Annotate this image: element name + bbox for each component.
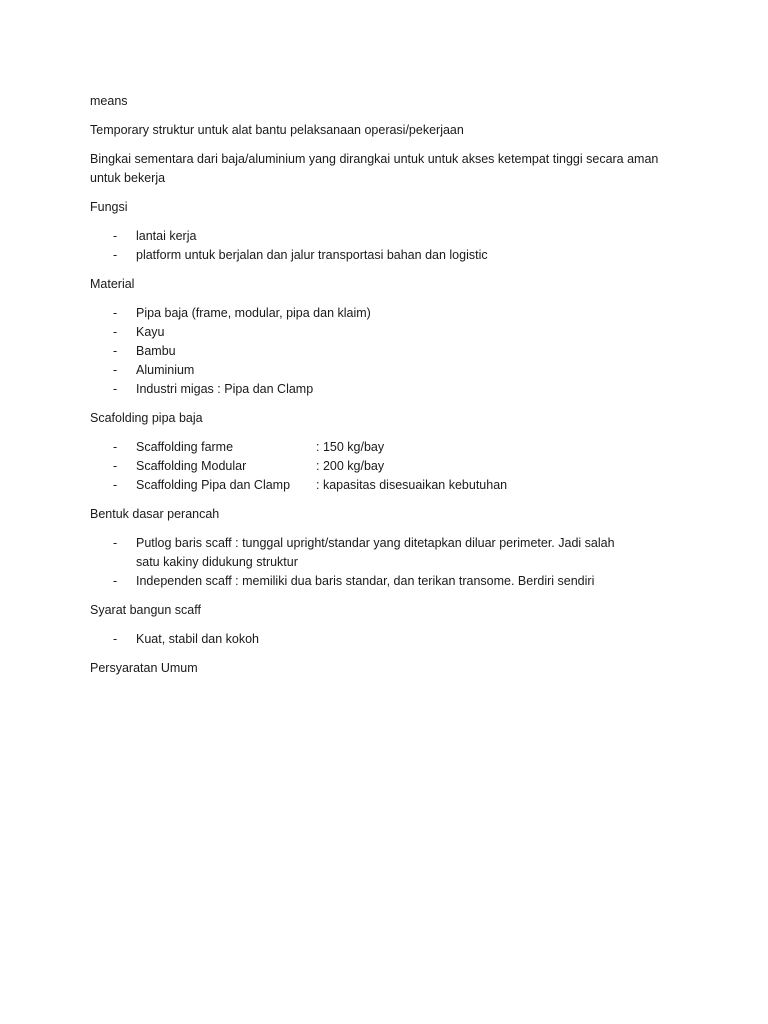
fungsi-list: [90, 227, 690, 265]
material-heading: Material: [90, 277, 135, 291]
fungsi-heading: Fungsi: [90, 200, 128, 214]
syarat-heading: Syarat bangun scaff: [90, 603, 201, 617]
scaffolding-list: [90, 438, 690, 495]
list-item: - Independen scaff : memiliki dua baris standar, dan terikan transome. Berdiri sendiri: [90, 572, 690, 591]
scaffolding-heading: Scafolding pipa baja: [90, 411, 203, 425]
list-item: - Pipa baja (frame, modular, pipa dan klaim): [90, 304, 690, 323]
scaffolding-capacity: : 150 kg/bay: [316, 440, 385, 454]
material-list: [90, 304, 690, 399]
list-item: [90, 476, 690, 495]
list-item: [90, 457, 690, 476]
scaffolding-capacity: : 200 kg/bay: [316, 459, 385, 473]
persyaratan-heading: Persyaratan Umum: [90, 661, 198, 675]
list-item: - platform untuk berjalan dan jalur transportasi bahan dan logistic: [90, 246, 690, 265]
list-item: - Kayu: [90, 323, 690, 342]
list-item: - lantai kerja: [90, 227, 690, 246]
scaffolding-type: Scaffolding farme: [136, 440, 234, 454]
bentuk-list: [90, 534, 690, 591]
list-item: - Bambu: [90, 342, 690, 361]
document-page: [90, 92, 690, 688]
list-item: - Putlog baris scaff : tunggal upright/standar yang ditetapkan diluar perimeter. Jadi salah satu kakiny didukung struktur: [90, 534, 690, 572]
scaffolding-type: Scaffolding Modular: [136, 459, 247, 473]
scaffolding-type: Scaffolding Pipa dan Clamp: [136, 478, 291, 492]
bentuk-heading: Bentuk dasar perancah: [90, 507, 220, 521]
list-item: - Aluminium: [90, 361, 690, 380]
list-item: - Industri migas : Pipa dan Clamp: [90, 380, 690, 399]
means-heading: means: [90, 94, 128, 108]
means-definition-1: Temporary struktur untuk alat bantu pelaksanaan operasi/pekerjaan: [90, 123, 464, 137]
list-item: - Kuat, stabil dan kokoh: [90, 630, 690, 649]
means-definition-2: Bingkai sementara dari baja/aluminium yang dirangkai untuk untuk akses ketempat tinggi secara aman untuk bekerja: [90, 152, 659, 185]
syarat-list: [90, 630, 690, 649]
list-item: [90, 438, 690, 457]
scaffolding-capacity: : kapasitas disesuaikan kebutuhan: [316, 478, 508, 492]
